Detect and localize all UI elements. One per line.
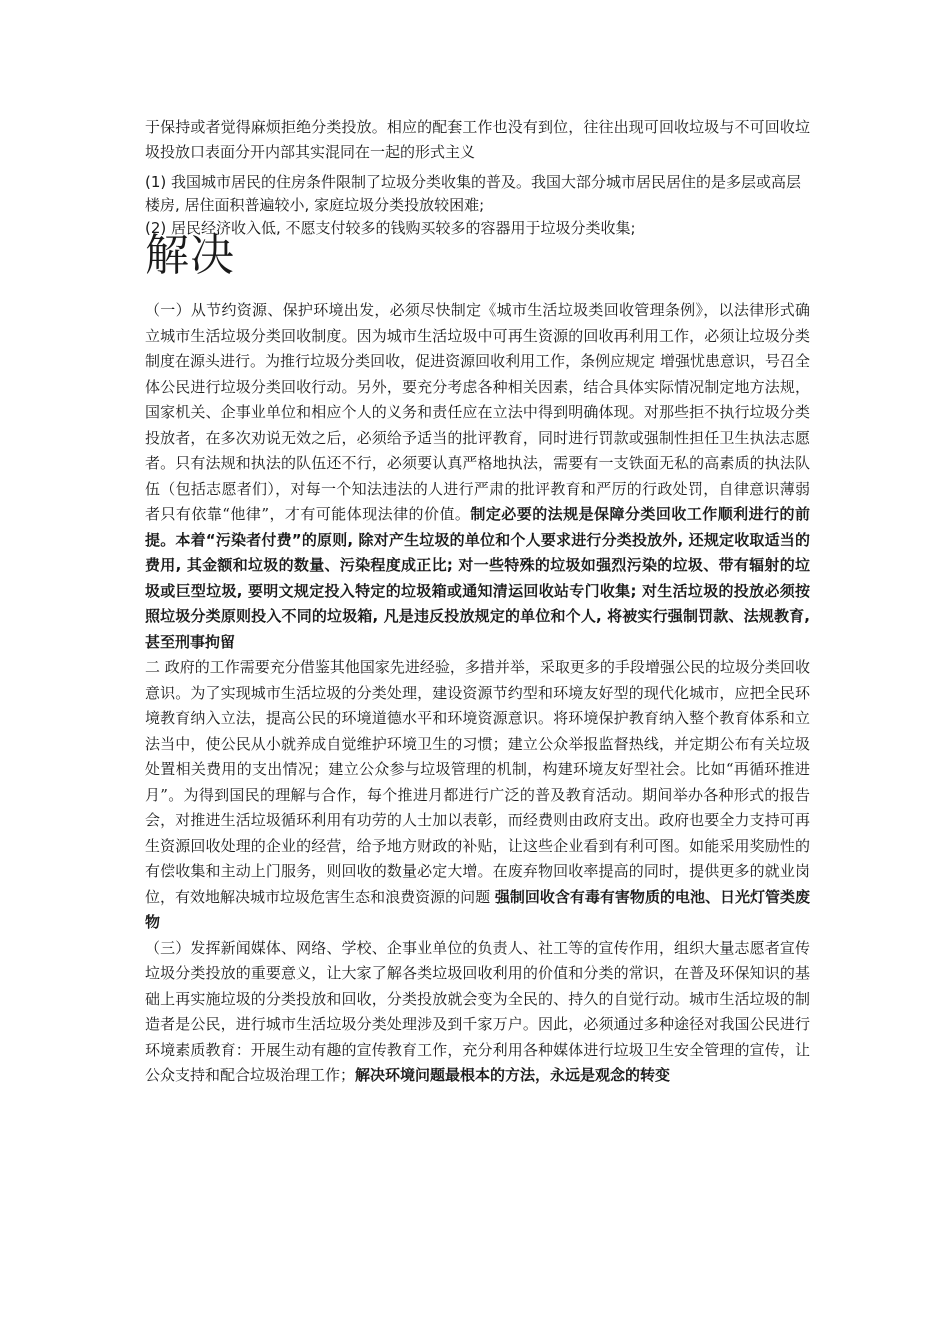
section-3-text: （三）发挥新闻媒体、网络、学校、企事业单位的负责人、社工等的宣传作用，组织大量志愿者宣传垃圾分类投放的重要意义，让大家了解各类垃圾回收利用的价值和分类的常识，在普及环保知识的基础上再实施垃圾的分类投放和回收，分类投放就会变为全民的、持久的自觉行动。城市生活垃圾的制造者是公民，进行城市生活垃圾分类处理涉及到千家万户。因此，必须通过多种途径对我国公民进行环境素质教育：开展生动有趣的宣传教育工作，充分利用各种媒体进行垃圾卫生安全管理的宣传，让公众支持和配合垃圾治理工作； [145, 938, 810, 1084]
point-1: (1) 我国城市居民的住房条件限制了垃圾分类收集的普及。我国大部分城市居民居住的是多层或高层楼房, 居住面积普遍较小, 家庭垃圾分类投放较困难; [145, 173, 802, 214]
point-2: (2) 居民经济收入低, 不愿支付较多的钱购买较多的容器用于垃圾分类收集; [145, 219, 636, 237]
section-1-bold-text: 制定必要的法规是保障分类回收工作顺利进行的前提。本着“污染者付费”的原则, 除对产生垃圾的单位和个人要求进行分类投放外, 还规定收取适当的费用, 其金额和垃圾的数量、污染程度成正比; 对一些特殊的垃圾如强烈污染的垃圾、带有辐射的垃圾或巨型垃圾, 要明文规定投入特定的垃圾箱或通知清运回收站专门收集; 对生活垃圾的投放必须按照垃圾分类原则投入不同的垃圾箱, 凡是违反投放规定的单位和个人, 将被实行强制罚款、法规教育, 甚至刑事拘留 [145, 505, 810, 651]
section-1-text: （一）从节约资源、保护环境出发，必须尽快制定《城市生活垃圾类回收管理条例》，以法律形式确立城市生活垃圾分类回收制度。因为城市生活垃圾中可再生资源的回收再利用工作，必须让垃圾分类制度在源头进行。为推行垃圾分类回收，促进资源回收利用工作，条例应规定 增强忧患意识，号召全体公民进行垃圾分类回收行动。另外，要充分考虑各种相关因素，结合具体实际情况制定地方法规，国家机关、企事业单位和相应个人的义务和责任应在立法中得到明确体现。对那些拒不执行垃圾分类投放者，在多次劝说无效之后，必须给予适当的批评教育，同时进行罚款或强制性担任卫生执法志愿者。只有法规和执法的队伍还不行，必须要认真严格地执法，需要有一支铁面无私的高素质的执法队伍（包括志愿者们），对每一个知法违法的人进行严肃的批评教育和严厉的行政处罚，自律意识薄弱者只有依靠“他律”，才有可能体现法律的价值。 [145, 301, 810, 523]
section-3-bold-text: 解决环境问题最根本的方法，永远是观念的转变 [355, 1066, 671, 1084]
intro-paragraph: 于保持或者觉得麻烦拒绝分类投放。相应的配套工作也没有到位，往往出现可回收垃圾与不可回收垃圾投放口表面分开内部其实混同在一起的形式主义 [145, 118, 810, 161]
section-1-paragraph [145, 298, 810, 655]
section-2-paragraph [145, 655, 810, 936]
section-heading: 解决 [145, 230, 235, 281]
section-2-text: 二 政府的工作需要充分借鉴其他国家先进经验，多措并举，采取更多的手段增强公民的垃圾分类回收意识。为了实现城市生活垃圾的分类处理，建设资源节约型和环境友好型的现代化城市，应把全民环境教育纳入立法，提高公民的环境道德水平和环境资源意识。将环境保护教育纳入整个教育体系和立法当中，使公民从小就养成自觉维护环境卫生的习惯；建立公众举报监督热线，并定期公布有关垃圾处置相关费用的支出情况；建立公众参与垃圾管理的机制，构建环境友好型社会。比如“再循环推进月”。为得到国民的理解与合作，每个推进月都进行广泛的普及教育活动。期间举办各种形式的报告会，对推进生活垃圾循环利用有功劳的人士加以表彰，而经费则由政府支出。政府也要全力支持可再生资源回收处理的企业的经营，给予地方财政的补贴，让这些企业看到有利可图。如能采用奖励性的有偿收集和主动上门服务，则回收的数量必定大增。在废弃物回收率提高的同时，提供更多的就业岗位，有效地解决城市垃圾危害生态和浪费资源的问题 [145, 658, 810, 906]
section-2-bold-text: 强制回收含有毒有害物质的电池、日光灯管类废物 [145, 887, 810, 931]
document-body [145, 115, 810, 1089]
problem-points [145, 171, 810, 240]
section-3-paragraph [145, 936, 810, 1089]
